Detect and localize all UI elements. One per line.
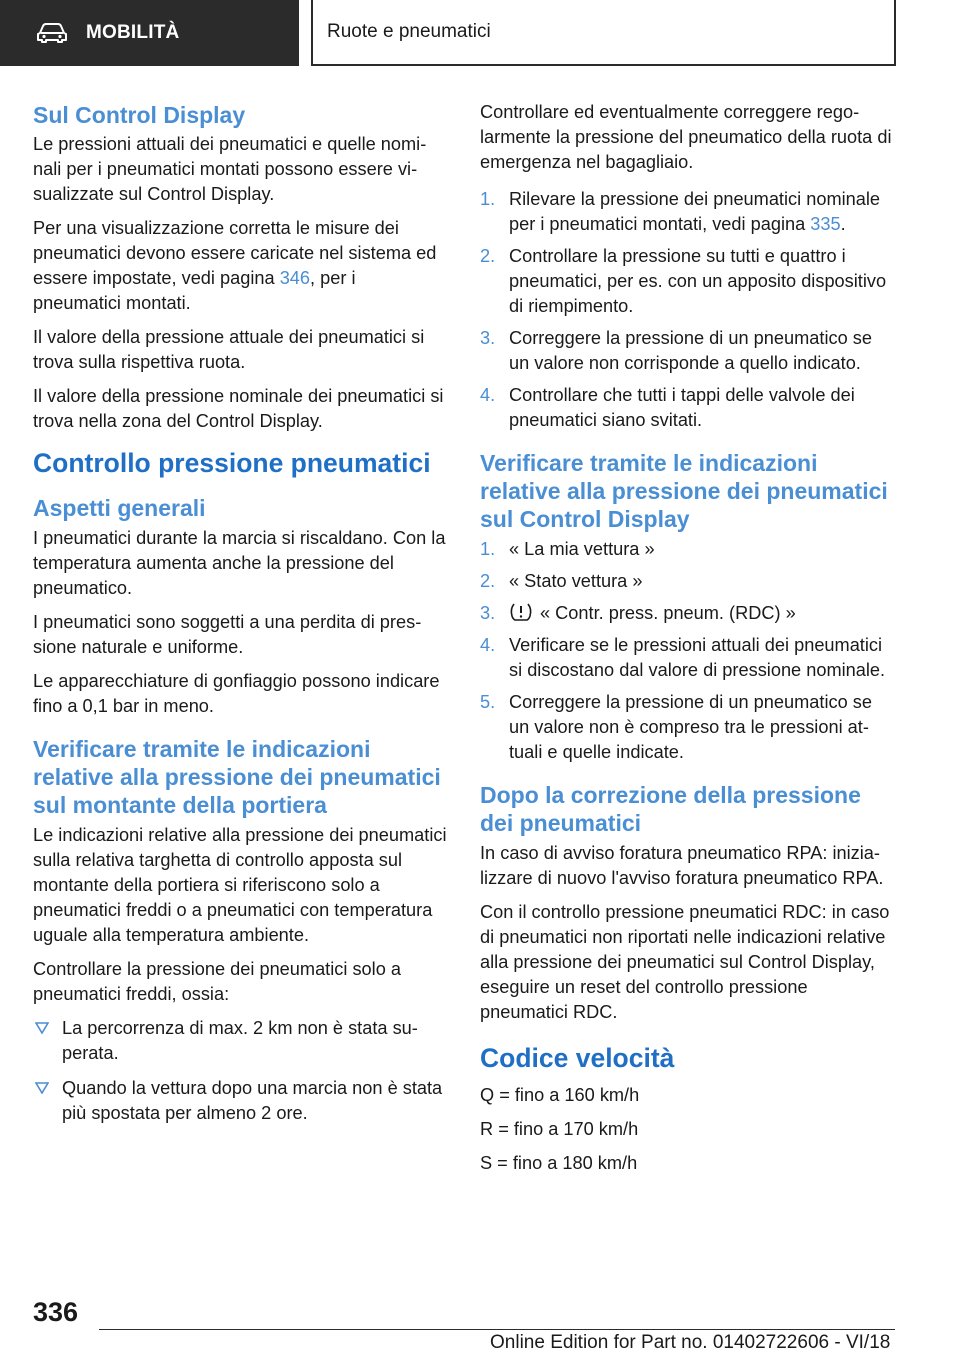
step-number: 4. [480,635,496,655]
speed-code-line: R = fino a 170 km/h [480,1119,639,1139]
step-number: 1. [480,539,496,559]
step-number: 4. [480,385,496,405]
paragraph: I pneumatici sono soggetti a una perdita di pressione naturale e uniforme. [33,612,422,657]
heading-codice-velocita: Codice velocità [480,1043,675,1073]
chapter-title: Ruote e pneumatici [311,0,896,66]
step-text: Controllare la pressione su tutti e quattro i pneumatici, per es. con un apposito dispositivo di riempimento. [509,246,887,316]
paragraph: Le pressioni attuali dei pneumatici e quelle nominali per i pneumatici montati possono essere visualizzate sul Control Display. [33,134,427,204]
edition-text: Online Edition for Part no. 01402722606 - VI/18 [490,1332,891,1353]
list-item [480,633,894,683]
step-text: Rilevare la pressione dei pneumatici nominale per i pneumatici montati, vedi pagina [509,189,881,234]
step-text: Correggere la pressione di un pneumatico se un valore non è compreso tra le pressioni attuali e quelle indicate. [509,692,872,762]
car-icon [36,22,68,44]
bullet-list [33,1016,447,1126]
paragraph: Controllare ed eventualmente correggere regolarmente la pressione del pneumatico della ruota di emergenza nel bagagliaio. [480,102,892,172]
numbered-list [480,187,894,433]
step-text: « La mia vettura » [509,539,655,559]
list-item [33,1076,447,1126]
heading-controllo-pressione: Controllo pressione pneumatici [33,448,431,478]
step-number: 3. [480,603,496,623]
list-item [480,187,894,237]
right-column [480,100,894,1185]
step-text: « Contr. press. pneum. (RDC) » [540,603,796,623]
paragraph: Il valore della pressione nominale dei pneumatici si trova nella zona del Control Display. [33,386,444,431]
list-item [480,383,894,433]
page-header [0,0,960,66]
paragraph: Con il controllo pressione pneumatici RDC: in caso di pneumatici non riportati nelle indicazioni relative alla pressione dei pneumatici sul Control Display, eseguire un reset del controllo pressione pneumatici RDC. [480,902,890,1022]
list-item [480,537,894,562]
page-link-335[interactable]: 335 [810,214,841,234]
speed-code-line: Q = fino a 160 km/h [480,1085,640,1105]
heading-control-display-check: Verificare tramite le indicazioni relative alla pressione dei pneumatici sul Control Display [480,450,888,532]
left-column [33,100,447,1142]
paragraph: I pneumatici durante la marcia si riscaldano. Con la temperatura aumenta anche la pressione del pneumatico. [33,528,446,598]
paragraph: Le apparecchiature di gonfiaggio possono indicare fino a 0,1 bar in meno. [33,671,440,716]
list-item [480,569,894,594]
step-number: 2. [480,246,496,266]
list-item [480,326,894,376]
heading-sul-control-display: Sul Control Display [33,102,246,128]
step-text: Verificare se le pressioni attuali dei pneumatici si discostano dal valore di pressione nominale. [509,635,886,680]
paragraph: In caso di avviso foratura pneumatico RPA: inizializzare di nuovo l'avviso foratura pneumatico RPA. [480,843,884,888]
list-item [480,690,894,765]
text-span: , per i pneumatici montati. [33,268,356,313]
step-number: 1. [480,189,496,209]
heading-dopo-correzione: Dopo la correzione della pressione dei pneumatici [480,782,861,836]
page-number: 336 [33,1297,79,1327]
heading-aspetti-generali: Aspetti generali [33,495,206,521]
section-tab [0,0,299,66]
step-text: Controllare che tutti i tappi delle valvole dei pneumatici siano svitati. [509,385,855,430]
paragraph: Le indicazioni relative alla pressione dei pneumatici sulla relativa targhetta di controllo apposta sul montante della portiera si riferiscono solo a pneumatici freddi o a pneumatici con temperatura uguale alla temperatura ambiente. [33,825,447,945]
step-number: 3. [480,328,496,348]
step-number: 5. [480,692,496,712]
section-label: MOBILITÀ [86,22,180,43]
paragraph [33,216,447,316]
step-text: Correggere la pressione di un pneumatico se un valore non corrisponde a quello indicato. [509,328,872,373]
list-item [480,601,894,626]
list-item [33,1016,447,1066]
numbered-list [480,537,894,765]
paragraph: Controllare la pressione dei pneumatici solo a pneumatici freddi, ossia: [33,959,401,1004]
paragraph: Il valore della pressione attuale dei pneumatici si trova sulla rispettiva ruota. [33,327,425,372]
list-item [480,244,894,319]
step-text: « Stato vettura » [509,571,643,591]
heading-montante-portiera: Verificare tramite le indicazioni relative alla pressione dei pneumatici sul montante della portiera [33,736,441,818]
page-link-346[interactable]: 346 [279,268,311,288]
step-number: 2. [480,571,496,591]
tire-pressure-warning-icon [509,601,533,623]
list-item-text: La percorrenza di max. 2 km non è stata superata. [62,1018,418,1063]
list-item-text: Quando la vettura dopo una marcia non è stata più spostata per almeno 2 ore. [62,1078,443,1123]
footer-divider [99,1329,895,1330]
text-span: Per una visualizzazione corretta le misure dei pneumatici devono essere caricate nel sistema ed essere impostate, vedi pagina [33,218,437,288]
step-text: . [840,214,846,234]
triangle-bullet-icon [35,1082,49,1094]
triangle-bullet-icon [35,1022,49,1034]
speed-code-line: S = fino a 180 km/h [480,1153,638,1173]
